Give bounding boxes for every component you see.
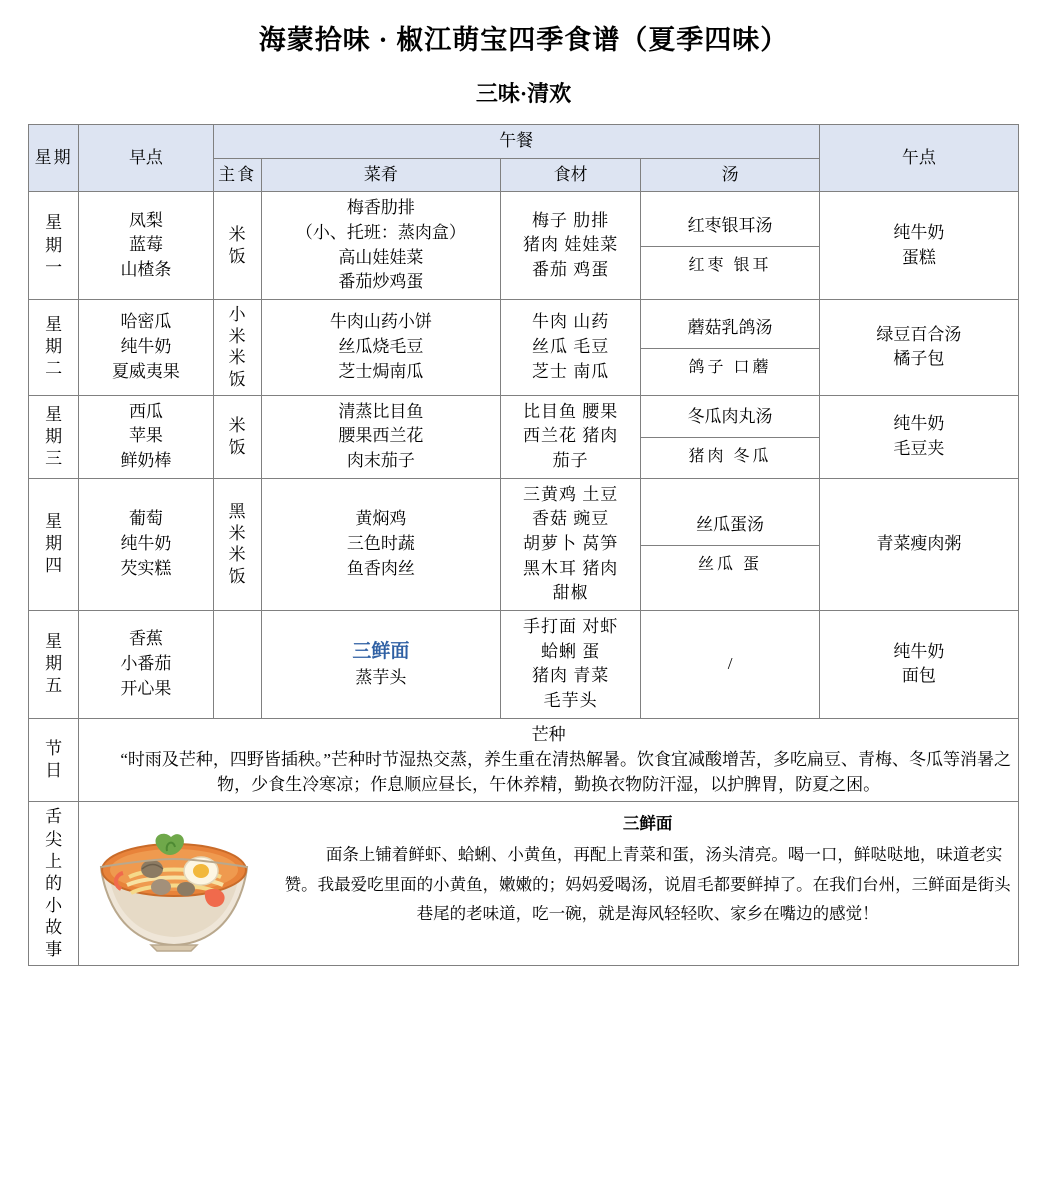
afternoon-cell: 纯牛奶 毛豆夹 xyxy=(819,395,1018,478)
soup-cell xyxy=(641,299,819,395)
table-row xyxy=(29,395,1019,478)
breakfast-cell: 西瓜 苹果 鲜奶棒 xyxy=(79,395,213,478)
soup-name: 丝瓜蛋汤 xyxy=(641,506,818,546)
soup-ingredients: 红枣 银耳 xyxy=(688,256,772,274)
breakfast-cell: 香蕉 小番茄 开心果 xyxy=(79,610,213,718)
breakfast-cell: 哈密瓜 纯牛奶 夏威夷果 xyxy=(79,299,213,395)
ingredient-cell: 三黄鸡 土豆 香菇 豌豆 胡萝卜 莴笋 黑木耳 猪肉 甜椒 xyxy=(500,478,641,610)
header-soup: 汤 xyxy=(641,158,819,192)
recipe-document xyxy=(0,18,1047,1186)
festival-heading: 芒种 xyxy=(531,724,566,744)
soup-name: 冬瓜肉丸汤 xyxy=(641,398,818,438)
staple-cell: 米 饭 xyxy=(213,192,261,300)
story-label: 舌 尖 上 的 小 故 事 xyxy=(29,802,79,966)
soup-name: 蘑菇乳鸽汤 xyxy=(641,309,818,349)
afternoon-cell: 纯牛奶 蛋糕 xyxy=(819,192,1018,300)
story-text: 面条上铺着鲜虾、蛤蜊、小黄鱼，再配上青菜和蛋，汤头清亮。喝一口，鲜哒哒地，味道老实赞。我最爱吃里面的小黄鱼，嫩嫩的；妈妈爱喝汤，说眉毛都要鲜掉了。在我们台州，三鲜面是街头巷尾的老味道，吃一碗，就是海风轻轻吹、家乡在嘴边的感觉！ xyxy=(284,845,1011,923)
dish-cell: 梅香肋排 （小、托班：蒸肉盒） 高山娃娃菜 番茄炒鸡蛋 xyxy=(261,192,500,300)
soup-cell xyxy=(641,192,819,300)
page-title: 海蒙拾味 · 椒江萌宝四季食谱（夏季四味） xyxy=(258,25,789,55)
soup-ingredients: 猪肉 冬瓜 xyxy=(688,448,772,466)
table-row xyxy=(29,299,1019,395)
soup-ingredients: 鸽子 口蘑 xyxy=(688,358,772,376)
festival-label: 节 日 xyxy=(29,718,79,802)
header-lunch: 午餐 xyxy=(213,125,819,159)
table-row xyxy=(29,478,1019,610)
staple-cell xyxy=(213,610,261,718)
afternoon-cell: 绿豆百合汤 橘子包 xyxy=(819,299,1018,395)
dish-cell: 清蒸比目鱼 腰果西兰花 肉末茄子 xyxy=(261,395,500,478)
noodle-bowl-illustration xyxy=(81,809,267,959)
soup-name: 红枣银耳汤 xyxy=(641,207,818,247)
header-staple: 主食 xyxy=(213,158,261,192)
soup-cell xyxy=(641,478,819,610)
soup-cell: / xyxy=(641,610,819,718)
staple-cell: 黑 米 米 饭 xyxy=(213,478,261,610)
weekday-cell: 星 期 五 xyxy=(29,610,79,718)
header-ingredient: 食材 xyxy=(500,158,641,192)
table-header xyxy=(29,125,1019,192)
header-afternoon: 午点 xyxy=(819,125,1018,192)
festival-content xyxy=(79,718,1019,802)
afternoon-cell: 纯牛奶 面包 xyxy=(819,610,1018,718)
festival-row xyxy=(29,718,1019,802)
breakfast-cell: 凤梨 蓝莓 山楂条 xyxy=(79,192,213,300)
header-breakfast: 早点 xyxy=(79,125,213,192)
weekday-cell: 星 期 一 xyxy=(29,192,79,300)
staple-cell: 小 米 米 饭 xyxy=(213,299,261,395)
story-row xyxy=(29,802,1019,966)
dish-cell: 黄焖鸡 三色时蔬 鱼香肉丝 xyxy=(261,478,500,610)
weekday-cell: 星 期 四 xyxy=(29,478,79,610)
weekly-menu-table xyxy=(28,124,1019,966)
table-row xyxy=(29,192,1019,300)
header-dish: 菜肴 xyxy=(261,158,500,192)
header-weekday: 星期 xyxy=(29,125,79,192)
festival-text: “时雨及芒种，四野皆插秧。”芒种时节湿热交蒸，养生重在清热解暑。饮食宜减酸增苦，多吃扁豆、青梅、冬瓜等消暑之物，少食生冷寒凉；作息顺应昼长，午休养精，勤换衣物防汗湿，以护脾胃，防夏之困。 xyxy=(120,750,1011,794)
afternoon-cell: 青菜瘦肉粥 xyxy=(819,478,1018,610)
staple-cell: 米 饭 xyxy=(213,395,261,478)
weekday-cell: 星 期 三 xyxy=(29,395,79,478)
ingredient-cell: 梅子 肋排 猪肉 娃娃菜 番茄 鸡蛋 xyxy=(500,192,641,300)
soup-cell xyxy=(641,395,819,478)
story-heading: 三鲜面 xyxy=(622,813,673,833)
ingredient-cell: 比目鱼 腰果 西兰花 猪肉 茄子 xyxy=(500,395,641,478)
breakfast-cell: 葡萄 纯牛奶 芡实糕 xyxy=(79,478,213,610)
ingredient-cell: 手打面 对虾 蛤蜊 蛋 猪肉 青菜 毛芋头 xyxy=(500,610,641,718)
dish-cell: 三鲜面 蒸芋头 xyxy=(261,610,500,718)
dish-cell: 牛肉山药小饼 丝瓜烧毛豆 芝士焗南瓜 xyxy=(261,299,500,395)
table-row xyxy=(29,610,1019,718)
weekday-cell: 星 期 二 xyxy=(29,299,79,395)
soup-ingredients: 丝瓜 蛋 xyxy=(698,555,763,573)
ingredient-cell: 牛肉 山药 丝瓜 毛豆 芝士 南瓜 xyxy=(500,299,641,395)
page-subtitle: 三味·清欢 xyxy=(475,81,572,106)
featured-dish: 三鲜面 xyxy=(352,641,410,663)
story-content xyxy=(79,802,1019,966)
